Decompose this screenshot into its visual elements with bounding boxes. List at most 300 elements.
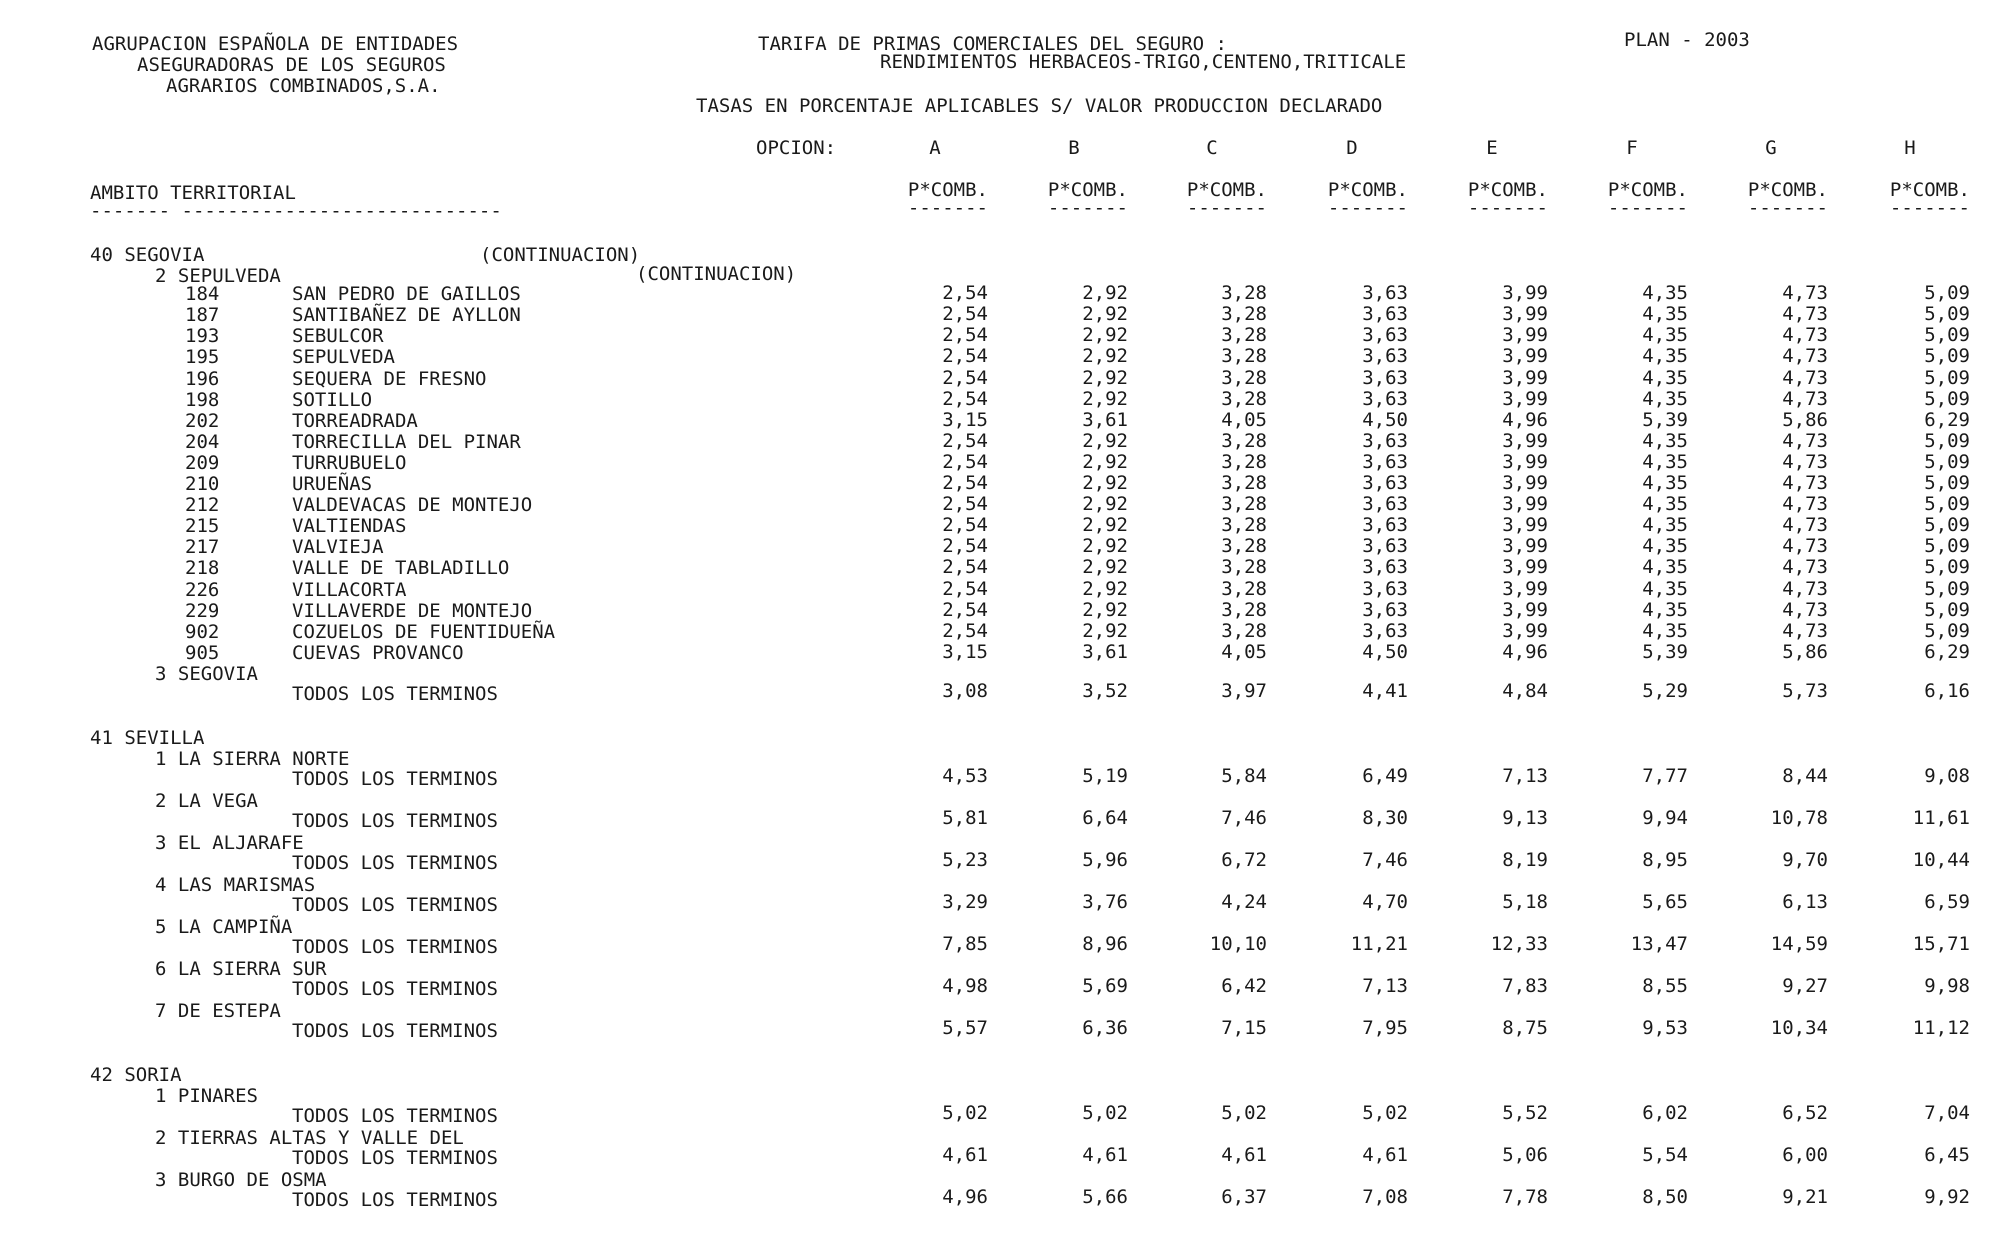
rate-value: 3,63 [1362,303,1408,326]
rate-value: 5,02 [942,1102,988,1125]
rate-value: 5,09 [1924,472,1970,494]
comarca-heading: 2 SEPULVEDA [155,265,281,288]
rate-value: 3,28 [1221,429,1267,452]
rate-value: 3,63 [1362,429,1408,452]
all-terms-label: TODOS LOS TERMINOS [292,1105,498,1128]
rate-value: 3,99 [1502,619,1548,642]
rate-value: 3,28 [1221,577,1267,600]
rate-value: 4,35 [1642,514,1688,537]
municipality-name: VALDEVACAS DE MONTEJO [292,494,533,517]
column-underline: ------- [1607,197,1688,219]
rate-value: 9,98 [1924,975,1970,997]
rate-value: 2,54 [942,366,988,389]
rate-value: 2,92 [1082,345,1128,368]
all-terms-label: TODOS LOS TERMINOS [292,852,498,874]
rate-value: 5,84 [1221,765,1267,787]
rate-value: 4,35 [1642,493,1688,516]
rate-value: 8,19 [1502,849,1548,871]
rate-value: 5,09 [1924,556,1970,579]
rate-value: 8,75 [1502,1017,1548,1039]
rate-value: 13,47 [1630,933,1688,955]
municipality-code: 217 [185,536,220,559]
rate-value: 3,76 [1082,891,1128,913]
rate-value: 3,99 [1502,514,1548,537]
rate-value: 4,41 [1362,679,1408,702]
rate-value: 5,18 [1502,891,1548,913]
rate-value: 5,09 [1924,493,1970,516]
rate-value: 3,63 [1362,366,1408,389]
option-header-b: B [1068,137,1080,159]
rate-value: 2,92 [1082,324,1128,347]
rate-value: 5,09 [1924,577,1970,600]
rate-value: 3,15 [942,408,988,431]
municipality-code: 215 [185,515,220,538]
rate-value: 4,73 [1782,387,1828,410]
rate-value: 2,54 [942,450,988,473]
rate-value: 2,54 [942,577,988,600]
rate-value: 2,54 [942,303,988,326]
rate-value: 4,96 [1502,640,1548,663]
rate-value: 3,99 [1502,345,1548,368]
rate-value: 5,09 [1924,429,1970,452]
rate-value: 2,54 [942,324,988,347]
rate-value: 7,04 [1924,1102,1970,1125]
rate-value: 7,77 [1642,765,1688,787]
rate-value: 5,09 [1924,282,1970,305]
rate-value: 4,73 [1782,324,1828,347]
rate-value: 5,39 [1642,408,1688,431]
rate-value: 6,64 [1082,807,1128,829]
rate-value: 5,52 [1502,1102,1548,1125]
rate-value: 4,73 [1782,535,1828,558]
rate-value: 3,63 [1362,514,1408,537]
rate-value: 5,57 [942,1017,988,1039]
rate-value: 5,29 [1642,679,1688,702]
rate-value: 3,99 [1502,429,1548,452]
option-header-g: G [1765,137,1777,159]
rate-value: 9,92 [1924,1186,1970,1209]
rate-value: 5,69 [1082,975,1128,997]
comarca-heading: 3 EL ALJARAFE [155,832,304,854]
rate-value: 4,35 [1642,619,1688,642]
rate-value: 3,63 [1362,324,1408,347]
rate-value: 5,19 [1082,765,1128,787]
municipality-name: VALLE DE TABLADILLO [292,557,510,580]
province-heading: 42 SORIA [90,1064,182,1086]
option-header-h: H [1904,137,1916,159]
option-header-a: A [929,137,941,159]
rate-value: 3,63 [1362,472,1408,494]
comarca-heading: 2 TIERRAS ALTAS Y VALLE DEL [155,1127,464,1150]
rate-value: 4,98 [942,975,988,997]
rate-value: 3,63 [1362,387,1408,410]
municipality-code: 184 [185,283,220,306]
municipality-code: 202 [185,409,220,432]
municipality-code: 187 [185,304,220,327]
all-terms-label: TODOS LOS TERMINOS [292,1189,498,1212]
rate-value: 4,35 [1642,429,1688,452]
rate-value: 2,92 [1082,450,1128,473]
rate-value: 7,46 [1221,807,1267,829]
rate-value: 6,42 [1221,975,1267,997]
comarca-heading: 2 LA VEGA [155,790,258,812]
rate-value: 2,92 [1082,282,1128,305]
rate-value: 4,24 [1221,891,1267,913]
rate-value: 2,92 [1082,556,1128,579]
rate-value: 5,39 [1642,640,1688,663]
rate-value: 4,05 [1221,408,1267,431]
rate-value: 2,54 [942,619,988,642]
rate-value: 7,13 [1362,975,1408,997]
rate-value: 3,99 [1502,472,1548,494]
column-subheader: P*COMB. [1889,179,1970,201]
rate-value: 7,08 [1362,1186,1408,1209]
comarca-heading: 3 SEGOVIA [155,662,258,685]
rate-value: 3,28 [1221,450,1267,473]
rate-value: 5,09 [1924,366,1970,389]
rate-value: 6,16 [1924,679,1970,702]
rate-value: 3,99 [1502,387,1548,410]
rate-value: 4,35 [1642,345,1688,368]
rate-value: 3,97 [1221,679,1267,702]
rate-value: 2,92 [1082,514,1128,537]
rate-value: 8,30 [1362,807,1408,829]
rate-value: 6,59 [1924,891,1970,913]
rate-value: 7,83 [1502,975,1548,997]
rate-value: 9,27 [1782,975,1828,997]
rate-value: 10,10 [1209,933,1267,955]
comarca-heading: 4 LAS MARISMAS [155,874,316,896]
rate-value: 3,63 [1362,345,1408,368]
rate-value: 5,09 [1924,324,1970,347]
rate-value: 4,35 [1642,472,1688,494]
rate-value: 3,28 [1221,535,1267,558]
comarca-heading: 1 LA SIERRA NORTE [155,748,350,770]
rate-value: 9,53 [1642,1017,1688,1039]
rate-value: 2,92 [1082,598,1128,621]
rate-value: 5,09 [1924,345,1970,368]
municipality-code: 193 [185,325,220,348]
rate-value: 3,63 [1362,282,1408,305]
rate-value: 6,72 [1221,849,1267,871]
rate-value: 9,13 [1502,807,1548,829]
rate-value: 3,28 [1221,324,1267,347]
comarca-heading: 1 PINARES [155,1085,258,1108]
rate-value: 11,21 [1350,933,1408,955]
rate-value: 4,96 [1502,408,1548,431]
column-subheader: P*COMB. [1047,179,1128,201]
rate-value: 3,29 [942,891,988,913]
rate-value: 6,00 [1782,1144,1828,1167]
province-heading: 41 SEVILLA [90,726,205,749]
rate-value: 5,73 [1782,679,1828,702]
rate-value: 4,84 [1502,679,1548,702]
municipality-name: URUEÑAS [292,473,373,495]
municipality-code: 902 [185,620,220,643]
rate-value: 3,61 [1082,408,1128,431]
rate-value: 10,44 [1912,849,1970,871]
all-terms-label: TODOS LOS TERMINOS [292,682,498,705]
rate-value: 5,86 [1782,640,1828,663]
rate-value: 3,28 [1221,345,1267,368]
column-underline: ------- [1186,197,1267,219]
rate-value: 4,35 [1642,324,1688,347]
rate-value: 4,73 [1782,303,1828,326]
rate-value: 3,99 [1502,450,1548,473]
rate-value: 3,28 [1221,619,1267,642]
rate-value: 5,96 [1082,849,1128,871]
rate-value: 3,28 [1221,366,1267,389]
municipality-name: TORRECILLA DEL PINAR [292,430,521,453]
rate-value: 4,35 [1642,366,1688,389]
municipality-name: VILLACORTA [292,578,407,601]
rate-value: 11,12 [1912,1017,1970,1039]
territory-underline: ------- ---------------------------- [90,200,502,222]
rate-value: 4,73 [1782,619,1828,642]
municipality-code: 229 [185,599,220,622]
column-underline: ------- [1747,197,1828,219]
rate-value: 12,33 [1490,933,1548,955]
municipality-code: 905 [185,641,220,664]
org-line-2: ASEGURADORAS DE LOS SEGUROS [137,54,446,76]
rate-value: 15,71 [1912,933,1970,955]
rate-value: 8,95 [1642,849,1688,871]
rate-value: 5,09 [1924,619,1970,642]
rate-value: 7,46 [1362,849,1408,871]
plan-label: PLAN - 2003 [1624,29,1750,51]
rate-value: 2,92 [1082,387,1128,410]
rate-value: 2,92 [1082,577,1128,600]
rate-value: 3,63 [1362,450,1408,473]
rate-value: 5,02 [1362,1102,1408,1125]
column-underline: ------- [907,197,988,219]
municipality-code: 212 [185,494,220,517]
municipality-code: 209 [185,451,220,474]
rate-value: 6,52 [1782,1102,1828,1125]
rate-value: 2,54 [942,493,988,516]
rate-value: 4,73 [1782,577,1828,600]
rate-value: 7,78 [1502,1186,1548,1209]
rate-value: 5,23 [942,849,988,871]
rate-value: 3,99 [1502,303,1548,326]
rate-value: 4,50 [1362,640,1408,663]
rate-value: 2,92 [1082,619,1128,642]
rate-value: 2,54 [942,472,988,494]
rate-value: 3,28 [1221,303,1267,326]
rate-value: 5,09 [1924,598,1970,621]
rate-value: 10,34 [1770,1017,1828,1039]
municipality-name: SOTILLO [292,388,373,411]
rate-value: 2,54 [942,429,988,452]
rate-value: 6,02 [1642,1102,1688,1125]
rate-value: 11,61 [1912,807,1970,829]
rate-value: 6,37 [1221,1186,1267,1209]
rate-value: 2,92 [1082,366,1128,389]
rates-description: TASAS EN PORCENTAJE APLICABLES S/ VALOR PRODUCCION DECLARADO [696,95,1383,117]
municipality-name: VALVIEJA [292,536,384,559]
rate-value: 4,96 [942,1186,988,1209]
rate-value: 4,70 [1362,891,1408,913]
rate-value: 9,94 [1642,807,1688,829]
rate-value: 7,13 [1502,765,1548,787]
rate-value: 5,09 [1924,387,1970,410]
column-subheader: P*COMB. [1607,179,1688,201]
rate-value: 4,05 [1221,640,1267,663]
rate-value: 5,54 [1642,1144,1688,1167]
rate-value: 3,99 [1502,282,1548,305]
continuation-note: (CONTINUACION) [480,244,641,266]
rate-value: 3,99 [1502,535,1548,558]
rate-value: 4,61 [942,1144,988,1167]
rate-value: 3,63 [1362,577,1408,600]
all-terms-label: TODOS LOS TERMINOS [292,1147,498,1170]
column-subheader: P*COMB. [1186,179,1267,201]
territory-label: AMBITO TERRITORIAL [90,182,296,204]
column-underline: ------- [1327,197,1408,219]
province-heading: 40 SEGOVIA [90,244,205,266]
rate-value: 8,50 [1642,1186,1688,1209]
municipality-code: 210 [185,473,220,495]
rate-value: 9,08 [1924,765,1970,787]
rate-value: 2,54 [942,535,988,558]
comarca-heading: 7 DE ESTEPA [155,1000,281,1022]
comarca-heading: 6 LA SIERRA SUR [155,958,327,980]
rate-value: 4,35 [1642,303,1688,326]
rate-value: 4,35 [1642,556,1688,579]
rate-value: 6,29 [1924,640,1970,663]
rate-value: 2,92 [1082,303,1128,326]
rate-value: 2,54 [942,514,988,537]
option-header-c: C [1206,137,1218,159]
rate-value: 7,15 [1221,1017,1267,1039]
rate-value: 6,29 [1924,408,1970,431]
rate-value: 9,70 [1782,849,1828,871]
municipality-name: SEBULCOR [292,325,384,348]
rate-value: 3,99 [1502,366,1548,389]
option-header-f: F [1626,137,1638,159]
rate-value: 3,28 [1221,472,1267,494]
municipality-name: CUEVAS PROVANCO [292,641,464,664]
rate-value: 4,73 [1782,514,1828,537]
rate-value: 3,28 [1221,282,1267,305]
rate-value: 4,35 [1642,282,1688,305]
municipality-name: SANTIBAÑEZ DE AYLLON [292,304,521,327]
rate-value: 3,61 [1082,640,1128,663]
comarca-heading: 3 BURGO DE OSMA [155,1169,327,1192]
column-underline: ------- [1889,197,1970,219]
rate-value: 5,09 [1924,450,1970,473]
rate-value: 3,15 [942,640,988,663]
municipality-code: 218 [185,557,220,580]
option-label: OPCION: [756,137,837,159]
rate-value: 5,02 [1221,1102,1267,1125]
rate-value: 4,73 [1782,429,1828,452]
column-underline: ------- [1467,197,1548,219]
rate-value: 5,06 [1502,1144,1548,1167]
tariff-title-line-2: RENDIMIENTOS HERBACEOS-TRIGO,CENTENO,TRITICALE [880,51,1407,73]
continuation-note: (CONTINUACION) [636,263,797,286]
all-terms-label: TODOS LOS TERMINOS [292,978,498,1000]
option-header-d: D [1346,137,1358,159]
rate-value: 3,63 [1362,619,1408,642]
rate-value: 4,61 [1082,1144,1128,1167]
municipality-name: COZUELOS DE FUENTIDUEÑA [292,620,556,643]
rate-value: 3,28 [1221,514,1267,537]
rate-value: 5,86 [1782,408,1828,431]
rate-value: 14,59 [1770,933,1828,955]
rate-value: 3,28 [1221,387,1267,410]
rate-value: 2,54 [942,598,988,621]
rate-value: 4,35 [1642,598,1688,621]
column-subheader: P*COMB. [907,179,988,201]
rate-value: 2,54 [942,345,988,368]
all-terms-label: TODOS LOS TERMINOS [292,1020,498,1042]
municipality-name: SAN PEDRO DE GAILLOS [292,283,521,306]
municipality-code: 196 [185,367,220,390]
municipality-code: 195 [185,346,220,369]
rate-value: 3,99 [1502,556,1548,579]
rate-value: 2,54 [942,556,988,579]
rate-value: 4,35 [1642,535,1688,558]
rate-value: 4,50 [1362,408,1408,431]
rate-value: 6,45 [1924,1144,1970,1167]
rate-value: 4,73 [1782,598,1828,621]
rate-value: 3,52 [1082,679,1128,702]
rate-value: 2,92 [1082,493,1128,516]
rate-value: 4,73 [1782,472,1828,494]
rate-value: 4,35 [1642,387,1688,410]
municipality-name: TORREADRADA [292,409,418,432]
rate-value: 3,08 [942,679,988,702]
rate-value: 5,09 [1924,303,1970,326]
rate-value: 3,28 [1221,493,1267,516]
rate-value: 3,63 [1362,493,1408,516]
org-line-1: AGRUPACION ESPAÑOLA DE ENTIDADES [92,33,459,55]
municipality-name: SEQUERA DE FRESNO [292,367,487,390]
municipality-name: VILLAVERDE DE MONTEJO [292,599,533,622]
rate-value: 3,63 [1362,535,1408,558]
rate-value: 3,99 [1502,324,1548,347]
rate-value: 4,35 [1642,577,1688,600]
rate-value: 7,85 [942,933,988,955]
rate-value: 4,73 [1782,493,1828,516]
rate-value: 4,73 [1782,450,1828,473]
option-header-e: E [1486,137,1498,159]
rate-value: 3,99 [1502,577,1548,600]
rate-value: 3,63 [1362,556,1408,579]
rate-value: 8,55 [1642,975,1688,997]
rate-value: 3,99 [1502,493,1548,516]
all-terms-label: TODOS LOS TERMINOS [292,894,498,916]
all-terms-label: TODOS LOS TERMINOS [292,810,498,832]
tariff-title-line-1: TARIFA DE PRIMAS COMERCIALES DEL SEGURO : [758,33,1227,55]
municipality-name: SEPULVEDA [292,346,395,369]
rate-value: 5,65 [1642,891,1688,913]
rate-value: 4,61 [1221,1144,1267,1167]
rate-value: 8,96 [1082,933,1128,955]
rate-value: 4,73 [1782,366,1828,389]
column-subheader: P*COMB. [1327,179,1408,201]
rate-value: 4,61 [1362,1144,1408,1167]
column-underline: ------- [1047,197,1128,219]
rate-value: 2,54 [942,387,988,410]
org-line-3: AGRARIOS COMBINADOS,S.A. [166,75,441,97]
rate-value: 4,35 [1642,450,1688,473]
municipality-code: 198 [185,388,220,411]
rate-value: 2,92 [1082,429,1128,452]
rate-value: 10,78 [1770,807,1828,829]
rate-value: 5,09 [1924,535,1970,558]
